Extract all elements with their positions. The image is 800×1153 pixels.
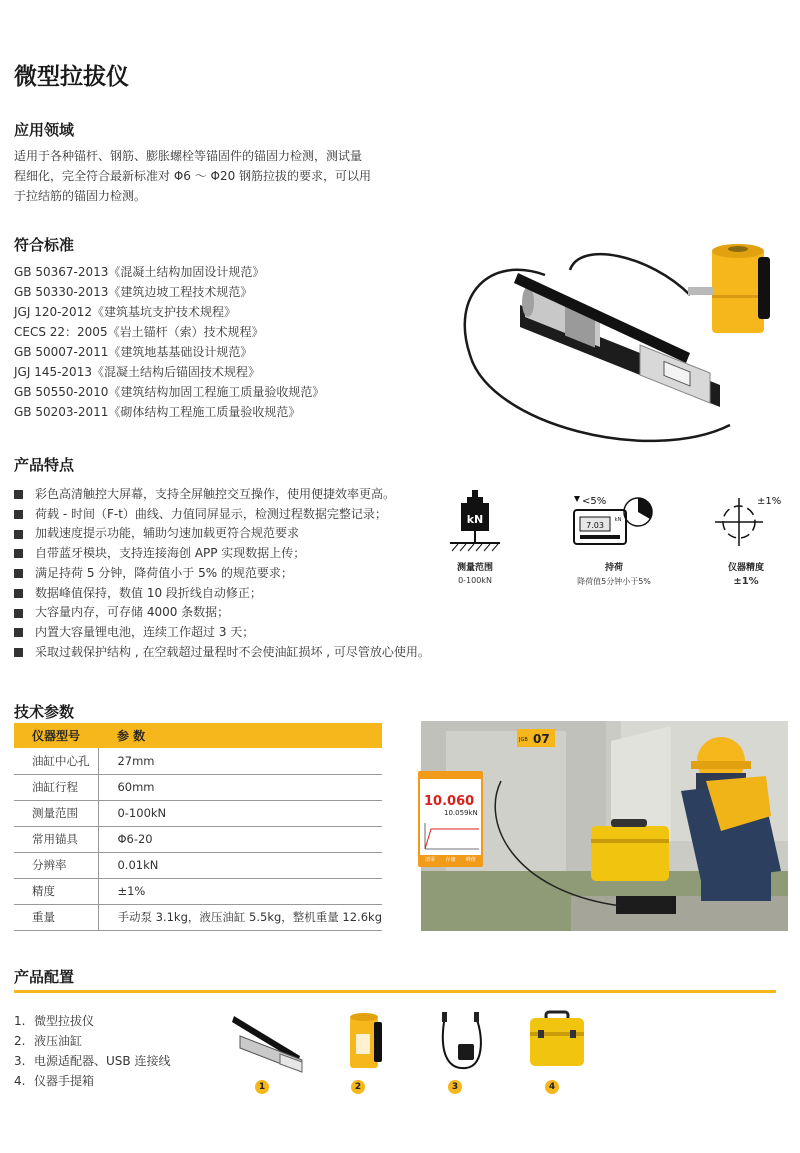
feature-icon-hold [568,490,660,587]
application-title: 应用领域 [14,121,75,139]
svg-text:kN: kN [466,513,484,526]
screen-curve [423,821,481,853]
screen-button: 清零 [425,857,436,863]
standard-item: JGJ 120-2012《建筑基坑支护技术规程》 [14,305,236,319]
table-row: 油缸行程 60mm [14,774,382,800]
device-screen-card [418,771,483,867]
screen-button: 峰值 [465,857,476,863]
config-title: 产品配置 [14,968,75,986]
table-row: 常用锚具 Φ6-20 [14,826,382,852]
standard-item: GB 50330-2013《建筑边坡工程技术规范》 [14,285,253,299]
features-title: 产品特点 [14,456,75,474]
application-line: 程细化，完全符合最新标准对 Φ6 ～ Φ20 钢筋拉拔的要求，可以用 [14,169,372,183]
feature-icon-label: 持荷 [604,563,623,573]
feature-item: 彩色高清触控大屏幕，支持全屏触控交互操作，使用便捷效率更高。 [14,485,434,505]
config-item: 1. 微型拉拔仪 [14,1014,95,1028]
bullet-square-icon [14,648,23,657]
config-badge: 4 [545,1080,559,1094]
config-badge: 1 [255,1080,269,1094]
standards-list [14,262,394,422]
bullet-square-icon [14,589,23,598]
screen-sub-value: 10.059kN [444,809,478,817]
specs-title: 技术参数 [14,703,75,721]
screen-button: 存储 [445,857,456,863]
standard-item: GB 50550-2010《建筑结构加固工程施工质量验收规范》 [14,385,325,399]
table-row: 精度 ±1% [14,878,382,904]
feature-item: 荷载 - 时间（F-t）曲线、力值同屏显示，检测过程数据完整记录； [14,505,434,525]
page-title: 微型拉拔仪 [14,64,129,90]
feature-icon-sub: 降荷值5分钟小于5% [577,577,651,586]
feature-icon-label: 测量范围 [456,563,493,573]
feature-item: 采取过载保护结构 , 在空载超过量程时不会使油缸损坏 , 可尽管放心使用。 [14,643,434,663]
load-range-icon [450,490,500,552]
svg-text:JGB: JGB [519,737,528,743]
config-item: 4. 仪器手提箱 [14,1074,95,1088]
screen-button-bar [420,855,481,865]
table-row: 测量范围 0-100kN [14,800,382,826]
standard-item: GB 50007-2011《建筑地基基础设计规范》 [14,345,253,359]
bullet-square-icon [14,569,23,578]
feature-icon-range [440,490,510,585]
feature-icon-label: 仪器精度 [727,563,764,573]
load-hold-icon [572,490,656,552]
feature-item: 内置大容量锂电池，连续工作超过 3 天； [14,623,434,643]
specs-table [14,723,382,931]
feature-icon-sub: ±1% [733,576,759,587]
standard-item: CECS 22：2005《岩土锚杆（索）技术规程》 [14,325,264,339]
feature-icon-accuracy [708,490,784,587]
standard-item: GB 50367-2013《混凝土结构加固设计规范》 [14,265,265,279]
feature-item: 加载速度提示功能，辅助匀速加载更符合规范要求 [14,524,434,544]
bullet-square-icon [14,530,23,539]
bullet-square-icon [14,490,23,499]
pump-image [230,1010,306,1074]
bullet-square-icon [14,628,23,637]
feature-item: 大容量内存，可存储 4000 条数据； [14,603,434,623]
config-badge: 2 [351,1080,365,1094]
accuracy-crosshair-icon [711,490,781,552]
application-line: 于拉结筋的锚固力检测。 [14,189,147,203]
table-row: 重量 手动泵 3.1kg，液压油缸 5.5kg，整机重量 12.6kg [14,904,382,930]
svg-text:±1%: ±1% [757,496,781,507]
svg-text:<5%: <5% [582,496,607,507]
config-item: 2. 液压油缸 [14,1034,83,1048]
standard-item: GB 50203-2011《砌体结构工程施工质量验收规范》 [14,405,301,419]
screen-value: 10.060 [424,794,475,809]
feature-item: 数据峰值保持，数值 10 段折线自动修正； [14,584,434,604]
config-divider [14,990,776,993]
config-badge: 3 [448,1080,462,1094]
feature-item: 自带蓝牙模块，支持连接海创 APP 实现数据上传； [14,544,434,564]
bullet-square-icon [14,510,23,519]
application-line: 适用于各种锚杆、钢筋、膨胀螺栓等锚固件的锚固力检测，测试量 [14,149,363,163]
adapter-cable-image [436,1010,492,1074]
config-item: 3. 电源适配器、USB 连接线 [14,1054,171,1068]
svg-text:07: 07 [533,732,550,746]
feature-item: 满足持荷 5 分钟，降荷值小于 5% 的规范要求； [14,564,434,584]
application-text [14,146,394,206]
carry-case-image [526,1010,588,1072]
table-row: 油缸中心孔 27mm [14,748,382,774]
features-list [14,485,434,662]
cylinder-image [344,1012,388,1072]
table-row: 分辨率 0.01kN [14,852,382,878]
feature-icon-sub: 0-100kN [458,576,492,585]
standards-title: 符合标准 [14,236,75,254]
table-header-cell: 参 数 [99,723,382,748]
config-list [14,1011,170,1091]
bullet-square-icon [14,609,23,618]
svg-text:7.03: 7.03 [586,521,604,530]
table-header-row [14,723,382,748]
standard-item: JGJ 145-2013《混凝土结构后锚固技术规程》 [14,365,260,379]
product-illustration [450,235,790,455]
svg-text:kN: kN [614,517,622,523]
table-header-cell: 仪器型号 [14,723,99,748]
bullet-square-icon [14,549,23,558]
